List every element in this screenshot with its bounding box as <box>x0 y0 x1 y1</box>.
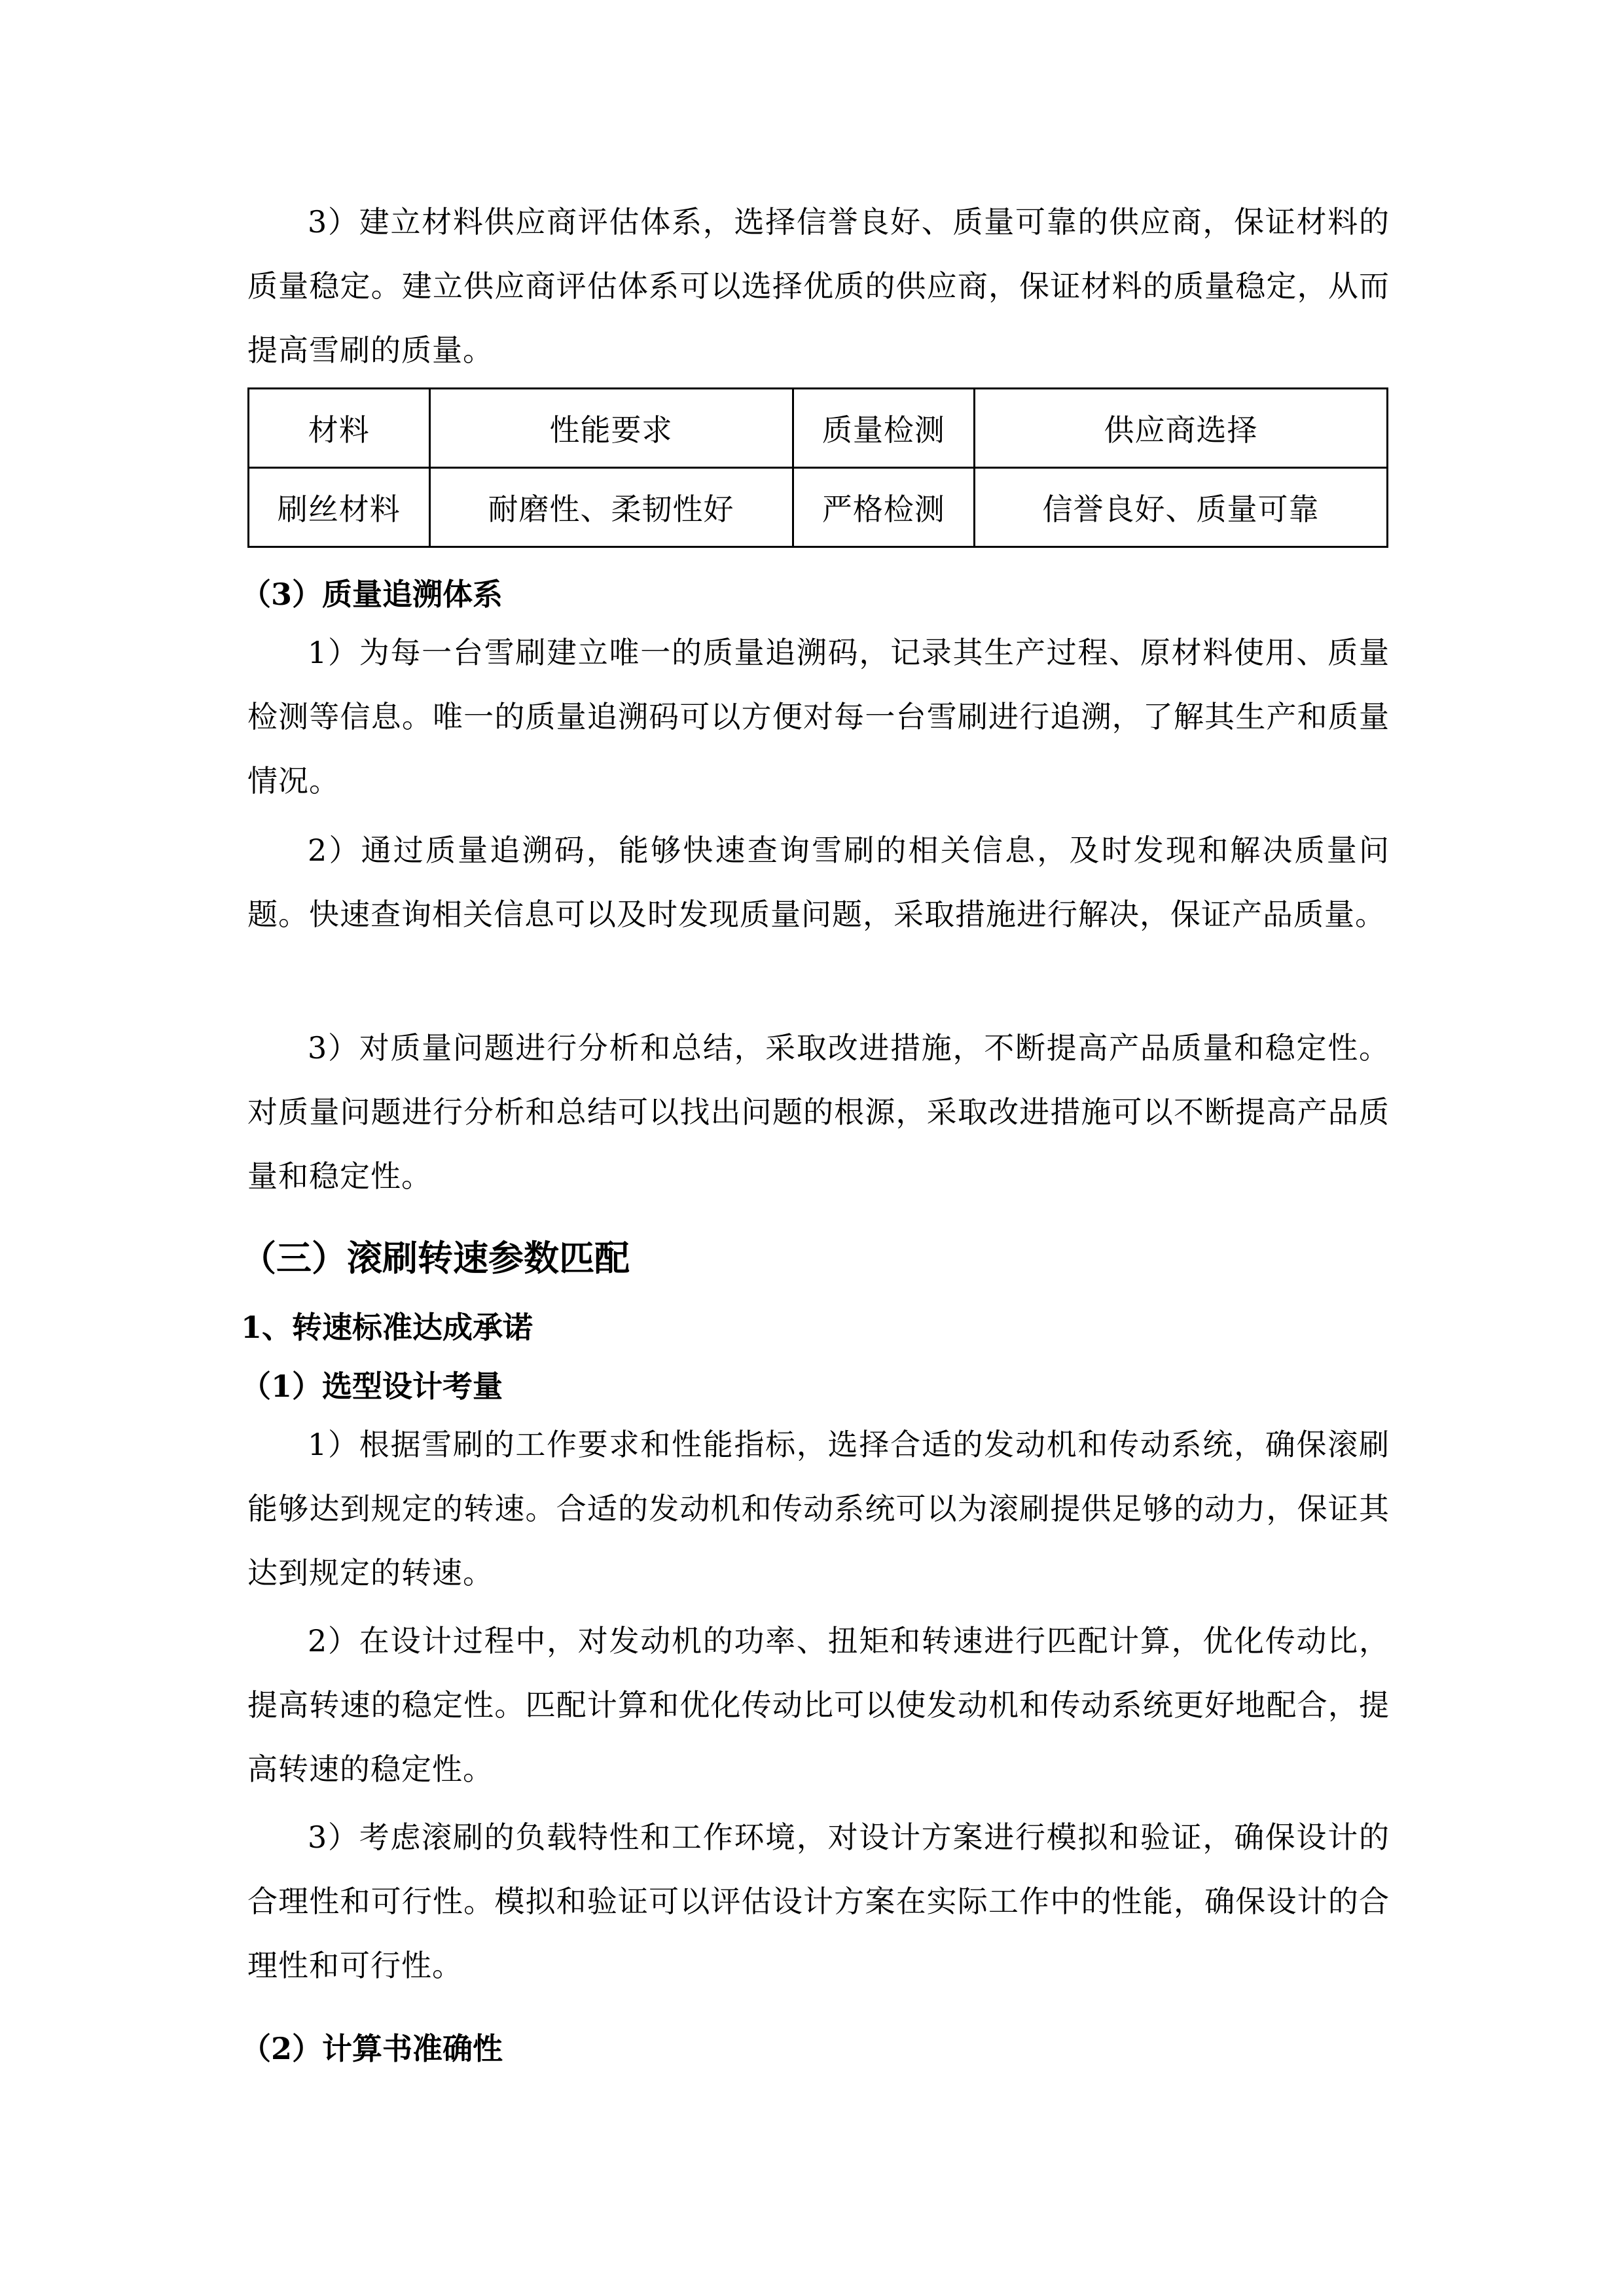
paragraph-simulation-verification: 3）考虑滚刷的负载特性和工作环境，对设计方案进行模拟和验证，确保设计的合理性和可行性。模拟和验证可以评估设计方案在实际工作中的性能，确保设计的合理性和可行性。 <box>247 1820 1390 1983</box>
table-row <box>249 468 1388 547</box>
paragraph-trace-code: 1）为每一台雪刷建立唯一的质量追溯码，记录其生产过程、原材料使用、质量检测等信息。唯一的质量追溯码可以方便对每一台雪刷进行追溯，了解其生产和质量情况。 <box>247 635 1390 798</box>
table-cell: 刷丝材料 <box>249 468 430 547</box>
table-header-cell: 性能要求 <box>429 389 793 468</box>
heading-quality-traceability: （3）质量追溯体系 <box>241 577 503 612</box>
paragraph-trace-query: 2）通过质量追溯码，能够快速查询雪刷的相关信息，及时发现和解决质量问题。快速查询相关信息可以及时发现质量问题，采取措施进行解决，保证产品质量。 <box>247 833 1390 932</box>
paragraph-trace-analysis: 3）对质量问题进行分析和总结，采取改进措施，不断提高产品质量和稳定性。对质量问题进行分析和总结可以找出问题的根源，采取改进措施可以不断提高产品质量和稳定性。 <box>247 1030 1390 1194</box>
paragraph-matching-calculation: 2）在设计过程中，对发动机的功率、扭矩和转速进行匹配计算，优化传动比，提高转速的稳定性。匹配计算和优化传动比可以使发动机和传动系统更好地配合，提高转速的稳定性。 <box>247 1623 1390 1787</box>
heading-rotation-speed-matching: （三）滚刷转速参数匹配 <box>241 1237 630 1279</box>
paragraph-supplier-evaluation: 3）建立材料供应商评估体系，选择信誉良好、质量可靠的供应商，保证材料的质量稳定。建立供应商评估体系可以选择优质的供应商，保证材料的质量稳定，从而提高雪刷的质量。 <box>247 204 1390 368</box>
heading-speed-commitment: 1、转速标准达成承诺 <box>241 1310 533 1345</box>
table-cell: 严格检测 <box>793 468 975 547</box>
table-header-row <box>249 389 1388 468</box>
table-header-cell: 材料 <box>249 389 430 468</box>
table-header-cell: 供应商选择 <box>975 389 1388 468</box>
heading-calculation-accuracy: （2）计算书准确性 <box>241 2031 503 2066</box>
table-header-cell: 质量检测 <box>793 389 975 468</box>
paragraph-engine-selection: 1）根据雪刷的工作要求和性能指标，选择合适的发动机和传动系统，确保滚刷能够达到规定的转速。合适的发动机和传动系统可以为滚刷提供足够的动力，保证其达到规定的转速。 <box>247 1427 1390 1590</box>
heading-selection-design: （1）选型设计考量 <box>241 1369 503 1404</box>
material-table <box>247 387 1388 548</box>
table-cell: 信誉良好、质量可靠 <box>975 468 1388 547</box>
table-cell: 耐磨性、柔韧性好 <box>429 468 793 547</box>
